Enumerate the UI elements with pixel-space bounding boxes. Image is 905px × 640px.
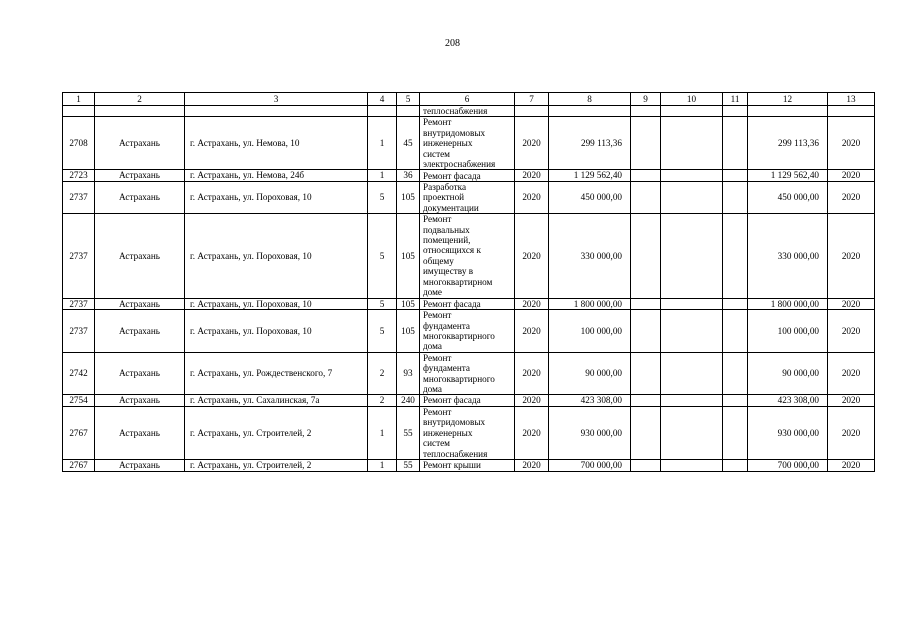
col4-cell: 1: [368, 117, 397, 170]
completion-year-cell: 2020: [828, 170, 875, 182]
address-cell: г. Астрахань, ул. Пороховая, 10: [185, 182, 368, 214]
work-line: Ремонт фасада: [423, 298, 481, 309]
col5-cell: 45: [397, 117, 420, 170]
table-row: [63, 459, 875, 471]
year-cell: 2020: [515, 352, 549, 395]
amount-cell: 1 129 562,40: [549, 170, 631, 182]
completion-year-cell: 2020: [828, 352, 875, 395]
year-cell: 2020: [515, 310, 549, 353]
col5-cell: 55: [397, 459, 420, 471]
record-id-cell: 2737: [63, 214, 95, 298]
work-line: общему: [423, 255, 454, 266]
city-cell: Астрахань: [95, 310, 185, 353]
year-cell: 2020: [515, 395, 549, 407]
col11-cell: [723, 182, 748, 214]
total-amount-cell: 930 000,00: [748, 406, 828, 459]
work-line: теплоснабжения: [423, 106, 488, 116]
year-cell: 2020: [515, 406, 549, 459]
record-id-cell: 2742: [63, 352, 95, 395]
col5-cell: 105: [397, 298, 420, 310]
table-row: [63, 352, 875, 395]
table-row: [63, 214, 875, 298]
year-cell: 2020: [515, 170, 549, 182]
table-row: [63, 395, 875, 407]
record-id-cell: 2767: [63, 459, 95, 471]
address-cell: г. Астрахань, ул. Строителей, 2: [185, 406, 368, 459]
work-line: фундамента: [423, 320, 471, 331]
col10-cell: [661, 170, 723, 182]
work-line: внутридомовых: [423, 127, 486, 138]
work-line: Ремонт: [423, 117, 452, 128]
work-line: многоквартирного: [423, 373, 495, 384]
col5-cell: 105: [397, 310, 420, 353]
table-row: [63, 406, 875, 459]
capital-repair-table: [62, 92, 875, 472]
city-cell: Астрахань: [95, 182, 185, 214]
col4-cell: 1: [368, 406, 397, 459]
work-type-cell: [420, 170, 515, 182]
amount-cell: 450 000,00: [549, 182, 631, 214]
city-cell: Астрахань: [95, 395, 185, 407]
total-amount-cell: 450 000,00: [748, 182, 828, 214]
table-row: [63, 182, 875, 214]
col9-cell: [631, 310, 661, 353]
col10-cell: [661, 352, 723, 395]
col11-cell: [723, 214, 748, 298]
column-header: 2: [95, 93, 185, 106]
work-type-cell: [420, 117, 515, 170]
column-header: 6: [420, 93, 515, 106]
completion-year-cell: 2020: [828, 298, 875, 310]
work-line: внутридомовых: [423, 417, 486, 428]
work-type-cell: [420, 395, 515, 407]
col5-cell: 93: [397, 352, 420, 395]
record-id-cell: 2754: [63, 395, 95, 407]
total-amount-cell: 700 000,00: [748, 459, 828, 471]
col4-cell: 5: [368, 298, 397, 310]
work-line: Ремонт: [423, 352, 452, 363]
work-line: Ремонт: [423, 310, 452, 321]
completion-year-cell: 2020: [828, 406, 875, 459]
col9-cell: [631, 459, 661, 471]
work-line: Ремонт фасада: [423, 170, 481, 181]
work-line: Ремонт фасада: [423, 395, 481, 406]
completion-year-cell: 2020: [828, 182, 875, 214]
table-row: [63, 117, 875, 170]
work-type-cell: [420, 106, 515, 117]
col4-cell: 2: [368, 395, 397, 407]
amount-cell: 930 000,00: [549, 406, 631, 459]
column-header: 10: [661, 93, 723, 106]
work-line: инженерных: [423, 138, 473, 149]
work-line: фундамента: [423, 363, 471, 374]
column-header: 7: [515, 93, 549, 106]
column-header: 12: [748, 93, 828, 106]
column-header: 11: [723, 93, 748, 106]
total-amount-cell: 90 000,00: [748, 352, 828, 395]
total-amount-cell: 423 308,00: [748, 395, 828, 407]
completion-year-cell: 2020: [828, 310, 875, 353]
address-cell: г. Астрахань, ул. Сахалинская, 7а: [185, 395, 368, 407]
city-cell: Астрахань: [95, 406, 185, 459]
work-line: относящихся к: [423, 245, 481, 256]
city-cell: Астрахань: [95, 298, 185, 310]
work-line: систем: [423, 438, 450, 449]
work-line: имуществу в: [423, 266, 474, 277]
completion-year-cell: 2020: [828, 459, 875, 471]
work-type-cell: [420, 459, 515, 471]
year-cell: 2020: [515, 214, 549, 298]
col9-cell: [631, 214, 661, 298]
col11-cell: [723, 395, 748, 407]
col10-cell: [661, 182, 723, 214]
col4-cell: 1: [368, 459, 397, 471]
col9-cell: [631, 182, 661, 214]
work-line: Ремонт: [423, 406, 452, 417]
year-cell: 2020: [515, 298, 549, 310]
work-line: дома: [423, 383, 442, 394]
col10-cell: [661, 406, 723, 459]
col9-cell: [631, 406, 661, 459]
address-cell: г. Астрахань, ул. Немова, 10: [185, 117, 368, 170]
col10-cell: [661, 459, 723, 471]
total-amount-cell: 299 113,36: [748, 117, 828, 170]
work-type-cell: [420, 182, 515, 214]
year-cell: 2020: [515, 117, 549, 170]
page-number: 208: [445, 38, 460, 49]
col5-cell: 55: [397, 406, 420, 459]
city-cell: Астрахань: [95, 459, 185, 471]
col4-cell: 2: [368, 352, 397, 395]
table-row: [63, 170, 875, 182]
col5-cell: 105: [397, 214, 420, 298]
col10-cell: [661, 395, 723, 407]
total-amount-cell: 1 800 000,00: [748, 298, 828, 310]
table-row: [63, 298, 875, 310]
work-type-cell: [420, 298, 515, 310]
completion-year-cell: 2020: [828, 117, 875, 170]
amount-cell: 299 113,36: [549, 117, 631, 170]
work-line: теплоснабжения: [423, 448, 488, 459]
total-amount-cell: 330 000,00: [748, 214, 828, 298]
work-line: доме: [423, 287, 442, 298]
work-line: Ремонт крыши: [423, 460, 481, 471]
record-id-cell: 2737: [63, 298, 95, 310]
work-line: Ремонт: [423, 214, 452, 225]
address-cell: г. Астрахань, ул. Немова, 24б: [185, 170, 368, 182]
address-cell: г. Астрахань, ул. Рождественского, 7: [185, 352, 368, 395]
amount-cell: 100 000,00: [549, 310, 631, 353]
record-id-cell: 2737: [63, 182, 95, 214]
completion-year-cell: 2020: [828, 395, 875, 407]
work-line: дома: [423, 341, 442, 352]
address-cell: г. Астрахань, ул. Строителей, 2: [185, 459, 368, 471]
address-cell: г. Астрахань, ул. Пороховая, 10: [185, 298, 368, 310]
col5-cell: 36: [397, 170, 420, 182]
continuation-row: [63, 106, 875, 117]
column-header: 1: [63, 93, 95, 106]
column-header: 13: [828, 93, 875, 106]
col9-cell: [631, 170, 661, 182]
work-type-cell: [420, 352, 515, 395]
record-id-cell: 2708: [63, 117, 95, 170]
work-line: электроснабжения: [423, 159, 496, 170]
amount-cell: 330 000,00: [549, 214, 631, 298]
col4-cell: 5: [368, 214, 397, 298]
col9-cell: [631, 395, 661, 407]
work-type-cell: [420, 406, 515, 459]
city-cell: Астрахань: [95, 352, 185, 395]
col9-cell: [631, 117, 661, 170]
column-header: 5: [397, 93, 420, 106]
work-line: документации: [423, 202, 479, 213]
work-line: Разработка: [423, 182, 467, 193]
year-cell: 2020: [515, 459, 549, 471]
amount-cell: 90 000,00: [549, 352, 631, 395]
record-id-cell: 2723: [63, 170, 95, 182]
address-cell: г. Астрахань, ул. Пороховая, 10: [185, 214, 368, 298]
record-id-cell: 2737: [63, 310, 95, 353]
col11-cell: [723, 310, 748, 353]
col4-cell: 1: [368, 170, 397, 182]
address-cell: г. Астрахань, ул. Пороховая, 10: [185, 310, 368, 353]
record-id-cell: 2767: [63, 406, 95, 459]
col9-cell: [631, 352, 661, 395]
col5-cell: 240: [397, 395, 420, 407]
work-type-cell: [420, 214, 515, 298]
completion-year-cell: 2020: [828, 214, 875, 298]
col11-cell: [723, 406, 748, 459]
column-header: 8: [549, 93, 631, 106]
col11-cell: [723, 170, 748, 182]
column-header: 9: [631, 93, 661, 106]
col11-cell: [723, 352, 748, 395]
work-line: инженерных: [423, 427, 473, 438]
work-line: помещений,: [423, 235, 471, 246]
col9-cell: [631, 298, 661, 310]
col4-cell: 5: [368, 310, 397, 353]
col4-cell: 5: [368, 182, 397, 214]
work-line: систем: [423, 148, 450, 159]
city-cell: Астрахань: [95, 170, 185, 182]
col11-cell: [723, 298, 748, 310]
col5-cell: 105: [397, 182, 420, 214]
amount-cell: 700 000,00: [549, 459, 631, 471]
work-line: многоквартирного: [423, 330, 495, 341]
total-amount-cell: 1 129 562,40: [748, 170, 828, 182]
city-cell: Астрахань: [95, 117, 185, 170]
header-row: [63, 93, 875, 106]
amount-cell: 423 308,00: [549, 395, 631, 407]
col10-cell: [661, 298, 723, 310]
col10-cell: [661, 214, 723, 298]
col10-cell: [661, 310, 723, 353]
work-line: проектной: [423, 192, 465, 203]
table-row: [63, 310, 875, 353]
year-cell: 2020: [515, 182, 549, 214]
work-type-cell: [420, 310, 515, 353]
col11-cell: [723, 117, 748, 170]
column-header: 4: [368, 93, 397, 106]
col10-cell: [661, 117, 723, 170]
col11-cell: [723, 459, 748, 471]
work-line: многоквартирном: [423, 276, 493, 287]
city-cell: Астрахань: [95, 214, 185, 298]
column-header: 3: [185, 93, 368, 106]
amount-cell: 1 800 000,00: [549, 298, 631, 310]
work-line: подвальных: [423, 224, 470, 235]
total-amount-cell: 100 000,00: [748, 310, 828, 353]
